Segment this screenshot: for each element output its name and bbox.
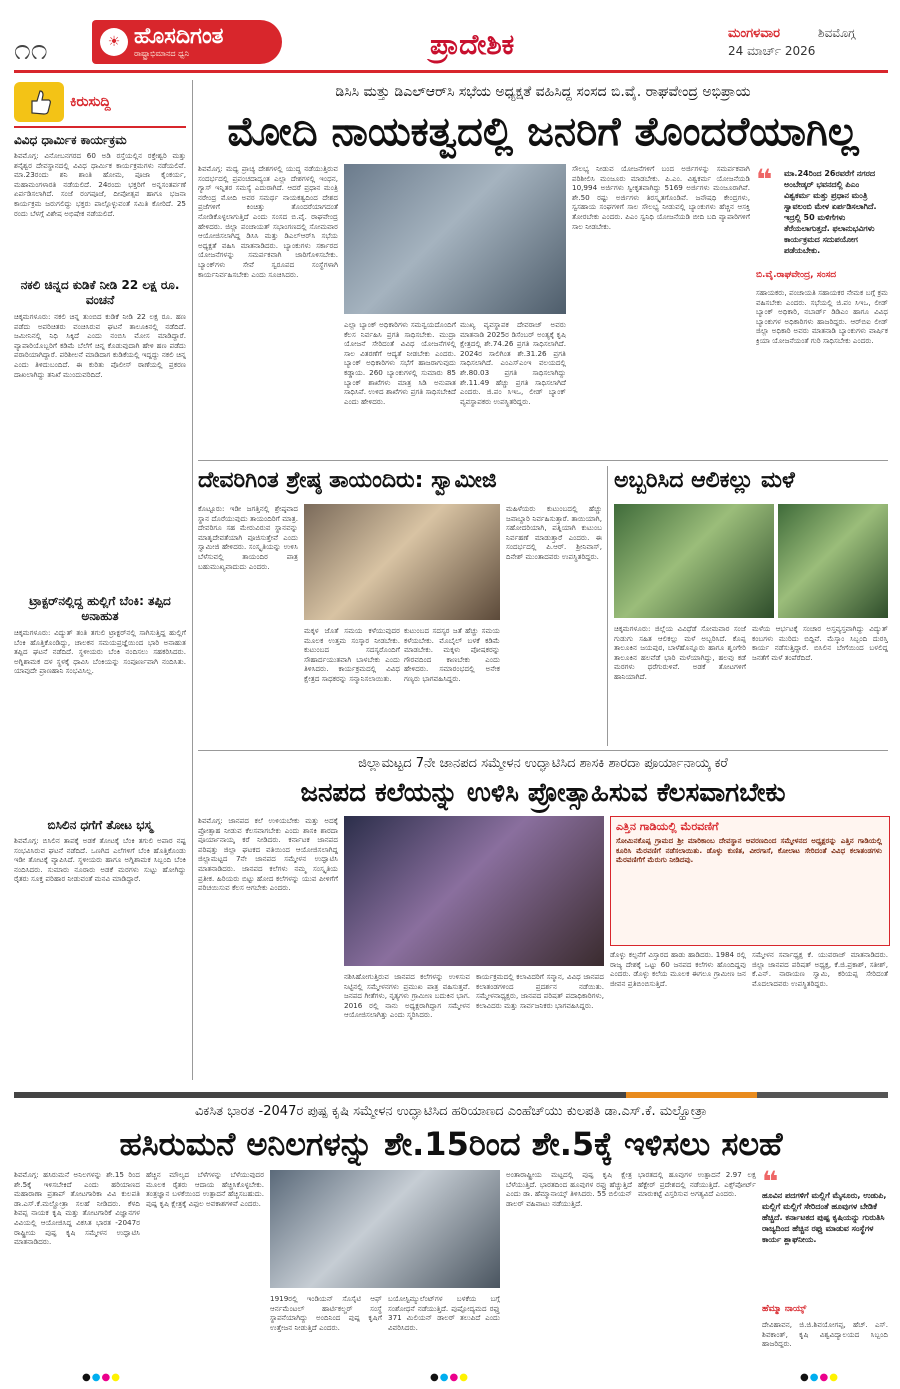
- registration-marks-left: ●●●●: [82, 1372, 121, 1383]
- story5-col-1: ಶಿವಮೊಗ್ಗ: ಹಸಿರುಮನೆ ಅನಿಲಗಳನ್ನು ಶೇ.15 ರಿಂದ ಶೇ.5ಕ್ಕೆ ಇಳಿಸಬೇಕಿದೆ ಎಂದು ಹರಿಯಾಣದ ಮಹಾರಾಣಾ ಪ್ರತಾಪ್ ತೋಟಗಾರಿಕಾ ವಿವಿ ಕುಲಪತಿ ಡಾ.ಎಸ್.ಕೆ.ಮಲ್ಹೋತ್ರಾ ಸಲಹೆ ನೀಡಿದರು. ಕೆಳದಿ ಶಿವಪ್ಪ ನಾಯಕ ಕೃಷಿ ಮತ್ತು ತೋಟಗಾರಿಕೆ ವಿಜ್ಞಾನಗಳ ವಿವಿಯಲ್ಲಿ ಆಯೋಜಿಸಿದ್ದ ವಿಕಸಿತ ಭಾರತ -2047ರ ರಾಷ್ಟ್ರೀಯ ಪುಷ್ಪ ಕೃಷಿ ಸಮ್ಮೇಳನ ಉದ್ಘಾಟಿಸಿ ಮಾತನಾಡಿದರು.: [14, 1170, 140, 1247]
- story4-box-title: ಎತ್ತಿನ ಗಾಡಿಯಲ್ಲಿ ಮೆರವಣಿಗೆ: [616, 820, 719, 833]
- story3-col-2: ಮಳೆಯ ಆರ್ಭಟಕ್ಕೆ ಸಂಚಾರ ಅಸ್ತವ್ಯಸ್ತವಾಗಿದ್ದು ವಿದ್ಯುತ್ ಕಂಬಗಳು ಮುರಿದು ಬಿದ್ದಿವೆ. ಮೆಸ್ಕಾಂ ಸಿಬ್ಬಂದಿ ದುರಸ್ತಿ ಕಾರ್ಯ ನಡೆಸುತ್ತಿದ್ದಾರೆ. ಬಿಸಿಲಿನ ಬೇಗೆಯಿಂದ ಬಳಲಿದ್ದ ಜನತೆಗೆ ಮಳೆ ತಂಪೆರೆದಿದೆ.: [752, 624, 888, 662]
- story3-photo-hail: [614, 504, 774, 618]
- story5-col-3: 1919ರಲ್ಲಿ ಇಂಡಿಯನ್ ಸೊಸೈಟಿ ಆಫ್ ಆರ್ನಮೆಂಟಲ್ ಹಾರ್ಟಿಕಲ್ಚರ್ ಸಂಸ್ಥೆ ಸ್ಥಾಪನೆಯಾಗಿದ್ದು ಅಂದಿನಿಂದ ಪುಷ್ಪ ಕೃಷಿಗೆ ಉತ್ತೇಜನ ನೀಡುತ್ತಿದೆ ಎಂದರು.: [270, 1294, 382, 1332]
- logo-emblem-icon: ☀: [100, 28, 128, 56]
- issue-date: 24 ಮಾರ್ಚ್ 2026: [728, 44, 816, 58]
- section-title: ಪ್ರಾದೇಶಿಕ: [430, 28, 515, 61]
- section-divider: [198, 460, 888, 461]
- logo-title: ಹೊಸದಿಗಂತ: [134, 24, 224, 49]
- sidebar-brand: ಕಿರುಸುದ್ದಿ: [70, 94, 111, 110]
- story5-photo: [270, 1170, 500, 1288]
- story5-col-7: ದೇವಿಹಾವನ, ಜಿ.ಜಿ.ಶಿವಯೋಗಪ್ಪ, ಹೆಚ್. ಎಸ್. ಶಿವಕಾಂತ್, ಕೃಷಿ ವಿಶ್ವವಿದ್ಯಾಲಯದ ಸಿಬ್ಬಂದಿ ಹಾಜರಿದ್ದರು.: [762, 1320, 888, 1349]
- story5-col-4: ಬಯೋಸ್ಟಿಮ್ಯುಲೆಂಟ್‌ಗಳ ಬಳಕೆಯ ಬಗ್ಗೆ ಸಂಶೋಧನೆ ನಡೆಯುತ್ತಿದೆ. ಪುಷ್ಪೋದ್ಯಮದ ರಫ್ತು 371 ಮಿಲಿಯನ್ ಡಾಲರ್ ತಲುಪಿದೆ ಎಂದು ವಿವರಿಸಿದರು.: [388, 1294, 500, 1332]
- sidebar-item-title: ನಕಲಿ ಚಿನ್ನದ ಕುಡಿಕೆ ನೀಡಿ 22 ಲಕ್ಷ ರೂ. ವಂಚನೆ: [20, 278, 180, 307]
- sidebar-rule: [14, 126, 186, 128]
- story5-color-bar: [14, 1092, 888, 1098]
- story5-col-5: ಅಂತಾರಾಷ್ಟ್ರೀಯ ಮಟ್ಟದಲ್ಲಿ ಪುಷ್ಪ ಕೃಷಿ ಕ್ಷೇತ್ರ ಬೆಳೆಯುತ್ತಿದೆ. ಭಾರತದಿಂದ ಹೂವುಗಳ ರಫ್ತು ಹೆಚ್ಚುತ್ತಿದೆ ಎಂದು ಡಾ. ಹೆಮ್ಮಾನಾಯ್ಕ್ ತಿಳಿಸಿದರು. 55 ಬಿಲಿಯನ್ ಡಾಲರ್ ವಹಿವಾಟು ನಡೆಯುತ್ತಿದೆ.: [506, 1170, 632, 1208]
- section-divider: [198, 750, 888, 751]
- story5-kicker: ವಿಕಸಿತ ಭಾರತ -2047ರ ಪುಷ್ಪ ಕೃಷಿ ಸಮ್ಮೇಳನ ಉದ್ಘಾಟಿಸಿದ ಹರಿಯಾಣದ ಎಂಹೆಚ್‌ಯು ಕುಲಪತಿ ಡಾ.ಎಸ್.ಕೆ. ಮಲ್ಹೋತ್ರಾ: [195, 1104, 707, 1119]
- story2-headline: ದೇವರಿಗಿಂತ ಶ್ರೇಷ್ಠ ತಾಯಂದಿರು: ಸ್ವಾಮೀಜಿ: [198, 468, 497, 493]
- lead-photo: [344, 164, 566, 314]
- story2-col-2: ಮಕ್ಕಳ ಜೊತೆ ಸಮಯ ಕಳೆಯುವುದರ ಮೂಲಕ ಉತ್ತಮ ಸಂಸ್ಕಾರ ನೀಡಬೇಕು. ಕುಟುಂಬದ ಸದಸ್ಯರೊಂದಿಗೆ ಸೌಹಾರ್ದಯುತವಾಗಿ ಬಾಳಬೇಕು ಎಂದು ತಿಳಿಸಿದರು. ಕಾರ್ಯಕ್ರಮದಲ್ಲಿ ವಿವಿಧ ಕ್ಷೇತ್ರದ ಸಾಧಕರನ್ನು ಸನ್ಮಾನಿಸಲಾಯಿತು.: [304, 626, 400, 683]
- story5-headline: ಹಸಿರುಮನೆ ಅನಿಲಗಳನ್ನು ಶೇ.15ರಿಂದ ಶೇ.5ಕ್ಕೆ ಇಳಿಸಲು ಸಲಹೆ: [119, 1125, 783, 1163]
- lead-col-1: ಶಿವಮೊಗ್ಗ: ಮಧ್ಯ ಪ್ರಾಚ್ಯ ದೇಶಗಳಲ್ಲಿ ಯುದ್ಧ ನಡೆಯುತ್ತಿರುವ ಸಂದರ್ಭದಲ್ಲಿ ಪ್ರಪಂಚದಾದ್ಯಂತ ಎಲ್ಲಾ ದೇಶಗಳಲ್ಲಿ ಇಂಧನ, ಗ್ಯಾಸ್ ಇನ್ನಿತರ ಸಮಸ್ಯೆ ಎದುರಾಗಿದೆ. ಆದರೆ ಪ್ರಧಾನ ಮಂತ್ರಿ ನರೇಂದ್ರ ಮೋದಿ ಅವರ ಸಮರ್ಥ ನಾಯಕತ್ವದಿಂದ ದೇಶದ ಪ್ರಜೆಗಳಿಗೆ ಕಿಂಚಿತ್ತು ತೊಂದರೆಯಾಗದಂತೆ ನೋಡಿಕೊಳ್ಳಲಾಗುತ್ತಿದೆ ಎಂದು ಸಂಸದ ಬಿ.ವೈ. ರಾಘವೇಂದ್ರ ಹೇಳಿದರು. ಜಿಲ್ಲಾ ಪಂಚಾಯತ್ ಸಭಾಂಗಣದಲ್ಲಿ ಸೋಮವಾರ ಆಯೋಜಿಸಲಾಗಿದ್ದ ಡಿಸಿಸಿ ಮತ್ತು ಡಿಎಲ್‌ಆರ್‌ಸಿ ಸಭೆಯ ಅಧ್ಯಕ್ಷತೆ ವಹಿಸಿ ಮಾತನಾಡಿದರು. ಬ್ಯಾಂಕುಗಳು ಸರ್ಕಾರದ ಯೋಜನೆಗಳನ್ನು ಸಮರ್ಪಕವಾಗಿ ಜಾರಿಗೊಳಿಸಬೇಕು. ಬ್ಯಾಂಕ್‌ಗಳು ಸೇವೆ ಸ್ವರೂಪದ ಸಂಸ್ಥೆಗಳಾಗಿ ಕಾರ್ಯನಿರ್ವಹಿಸಬೇಕು ಎಂದು ಸೂಚಿಸಿದರು.: [198, 164, 338, 279]
- lead-col-3: ಮುಖ್ಯ ವ್ಯವಸ್ಥಾಪಕ ದೇವರಾಜ್ ಅವರು ಮಾತನಾಡಿ 2025ರ ಡಿಸೆಂಬರ್ ಅಂತ್ಯಕ್ಕೆ ಕೃಷಿ ಕ್ಷೇತ್ರದಲ್ಲಿ ಶೇ.74.26 ಪ್ರಗತಿ ಸಾಧಿಸಲಾಗಿದೆ. 2024ರ ಸಾಲಿಗಿಂತ ಶೇ.31.26 ಪ್ರಗತಿ ಸಾಧಿಸಲಾಗಿದೆ. ಎಂಎಸ್‌ಎಂಇ ವಲಯದಲ್ಲಿ ಶೇ.80.03 ಪ್ರಗತಿ ಸಾಧಿಸಲಾಗಿದ್ದು ಶೇ.11.49 ಹೆಚ್ಚು ಪ್ರಗತಿ ಸಾಧಿಸಲಾಗಿದೆ ಎಂದರು. ಜಿ.ಪಂ ಸಿಇಒ, ಲೀಡ್ ಬ್ಯಾಂಕ್ ವ್ಯವಸ್ಥಾಪಕರು ಉಪಸ್ಥಿತರಿದ್ದರು.: [460, 320, 566, 406]
- story5-quote: ಹೂವಿನ ಪದಗಳಿಗೆ ಮಲ್ಲಿಗೆ ಮೈಸೂರು, ಉಡುಪಿ, ಮಲ್ಲಿಗೆ ಮಲ್ಲಿಗೆ ಸೇರಿದಂತೆ ಹೂವುಗಳ ಬೇಡಿಕೆ ಹೆಚ್ಚಿದೆ. ಕರ್ನಾಟಕದ ಪುಷ್ಪ ಕೃಷಿಯನ್ನು ಗುರುತಿಸಿ ರಾಜ್ಯದಿಂದ ಹೆಚ್ಚಿನ ರಫ್ತು ಮಾಡುವ ಸಂಸ್ಥೆಗಳ ಕಾರ್ಯ ಶ್ಲಾಘನೀಯ.: [762, 1191, 887, 1244]
- edition-city: ಶಿವಮೊಗ್ಗ: [818, 26, 856, 40]
- page-number: ೧೧: [14, 32, 48, 67]
- quote-icon: ❝: [762, 1165, 779, 1198]
- story3-photo-tree: [778, 504, 888, 618]
- story3-col-1: ಚಿಕ್ಕಮಗಳೂರು: ಜಿಲ್ಲೆಯ ವಿವಿಧೆಡೆ ಸೋಮವಾರ ಸಂಜೆ ಗುಡುಗು ಸಹಿತ ಆಲಿಕಲ್ಲು ಮಳೆ ಅಬ್ಬರಿಸಿದೆ. ಕೊಪ್ಪ ತಾಲೂಕಿನ ಜಯಪುರ, ಬಾಳೆಹೊನ್ನೂರು ಹಾಗೂ ಶೃಂಗೇರಿ ತಾಲೂಕಿನ ಹಲವೆಡೆ ಭಾರಿ ಮಳೆಯಾಗಿದ್ದು, ಹಲವು ಕಡೆ ಮರಗಳು ಧರೆಗುರುಳಿವೆ. ಅಡಕೆ ತೋಟಗಳಿಗೆ ಹಾನಿಯಾಗಿದೆ.: [614, 624, 746, 681]
- issue-day: ಮಂಗಳವಾರ: [728, 26, 781, 41]
- lead-kicker: ಡಿಸಿಸಿ ಮತ್ತು ಡಿಎಲ್‌ಆರ್‌ಸಿ ಸಭೆಯ ಅಧ್ಯಕ್ಷತೆ ವಹಿಸಿದ್ದ ಸಂಸದ ಬಿ.ವೈ. ರಾಘವೇಂದ್ರ ಅಭಿಪ್ರಾಯ: [335, 84, 751, 100]
- logo-tagline: ರಾಷ್ಟ್ರಾಭಿಮಾನದ ಧ್ವನಿ: [134, 49, 190, 58]
- lead-col-4: ಸೌಲಭ್ಯ ನೀಡುವ ಯೋಜನೆಗಳಿಗೆ ಬಂದ ಅರ್ಜಿಗಳನ್ನು ಸಮರ್ಪಕವಾಗಿ ಪರಿಶೀಲಿಸಿ ಮಂಜೂರು ಮಾಡಬೇಕು. ಪಿ.ಎಂ. ವಿಶ್ವಕರ್ಮ ಯೋಜನೆಯಡಿ 10,994 ಅರ್ಜಿಗಳು ಸ್ವೀಕೃತವಾಗಿದ್ದು 5169 ಅರ್ಜಿಗಳು ಮಂಜೂರಾಗಿವೆ. ಶೇ.50 ರಷ್ಟು ಅರ್ಜಿಗಳು ತಿರಸ್ಕೃತಗೊಂಡಿವೆ. ಜನೌಷಧಿ ಕೇಂದ್ರಗಳು, ಸ್ವಸಹಾಯ ಸಂಘಗಳಿಗೆ ಸಾಲ ಸೌಲಭ್ಯ ನೀಡುವಲ್ಲಿ ಬ್ಯಾಂಕುಗಳು ಹೆಚ್ಚಿನ ಆಸಕ್ತಿ ತೋರಬೇಕು ಎಂದರು. ಪಿಎಂ ಸ್ವನಿಧಿ ಯೋಜನೆಯಡಿ ಬೀದಿ ಬದಿ ವ್ಯಾಪಾರಿಗಳಿಗೆ ಸಾಲ ನೀಡಬೇಕು.: [572, 164, 750, 231]
- lead-col-2: ಎಲ್ಲಾ ಬ್ಯಾಂಕ್ ಅಧಿಕಾರಿಗಳು ಸಮನ್ವಯದೊಂದಿಗೆ ಕೆಲಸ ನಿರ್ವಹಿಸಿ ಪ್ರಗತಿ ಸಾಧಿಸಬೇಕು. ಮುದ್ರಾ ಯೋಜನೆ ಸೇರಿದಂತೆ ವಿವಿಧ ಯೋಜನೆಗಳಲ್ಲಿ ಸಾಲ ವಿತರಣೆಗೆ ಆದ್ಯತೆ ನೀಡಬೇಕು ಎಂದರು. ಬ್ಯಾಂಕ್ ಅಧಿಕಾರಿಗಳು ಸಭೆಗೆ ಹಾಜರಾಗುವುದು ಕಡ್ಡಾಯ. 260 ಬ್ಯಾಂಕುಗಳಲ್ಲಿ ಸುಮಾರು 85 ಬ್ಯಾಂಕ್ ಶಾಖೆಗಳು ಮಾತ್ರ ಸಿಡಿ ಅನುಪಾತ ಸಾಧಿಸಿವೆ. ಉಳಿದ ಶಾಖೆಗಳು ಪ್ರಗತಿ ಸಾಧಿಸಬೇಕಿದೆ ಎಂದು ಹೇಳಿದರು.: [344, 320, 456, 406]
- story5-col-6: ಭಾರತದಲ್ಲಿ ಹೂವುಗಳ ಉತ್ಪಾದನೆ 2.97 ಲಕ್ಷ ಹೆಕ್ಟೇರ್ ಪ್ರದೇಶದಲ್ಲಿ ನಡೆಯುತ್ತಿದೆ. ಎಕ್ಸ್‌ಪೋರ್ಟ್ ಮಾರುಕಟ್ಟೆ ವಿಸ್ತರಿಸುವ ಅಗತ್ಯವಿದೆ ಎಂದರು.: [638, 1170, 756, 1199]
- story4-photo: [344, 816, 604, 966]
- lead-headline: ಮೋದಿ ನಾಯಕತ್ವದಲ್ಲಿ ಜನರಿಗೆ ತೊಂದರೆಯಾಗಿಲ್ಲ: [227, 109, 859, 155]
- story2-col-3: ಕುಟುಂಬದ ಸದಸ್ಯರ ಜತೆ ಹೆಚ್ಚು ಸಮಯ ಕಳೆಯಬೇಕು. ಮೊಬೈಲ್ ಬಳಕೆ ಕಡಿಮೆ ಮಾಡಬೇಕು. ಮಕ್ಕಳು ಪೋಷಕರನ್ನು ಗೌರವದಿಂದ ಕಾಣಬೇಕು ಎಂದು ಹೇಳಿದರು. ಸಮಾರಂಭದಲ್ಲಿ ಅನೇಕ ಗಣ್ಯರು ಭಾಗವಹಿಸಿದ್ದರು.: [404, 626, 500, 683]
- lead-col-5: ಸಹಾಯಕರು, ಪಂಚಾಯತಿ ಸಹಾಯಕರ ನೇಮಕ ಬಗ್ಗೆ ಕ್ರಮ ವಹಿಸಬೇಕು ಎಂದರು. ಸಭೆಯಲ್ಲಿ ಜಿ.ಪಂ ಸಿಇಒ, ಲೀಡ್ ಬ್ಯಾಂಕ್ ಅಧಿಕಾರಿ, ನಬಾರ್ಡ್ ಡಿಡಿಎಂ ಹಾಗೂ ವಿವಿಧ ಬ್ಯಾಂಕುಗಳ ಅಧಿಕಾರಿಗಳು ಹಾಜರಿದ್ದರು. ಆರ್‌ಬಿಐ ಲೀಡ್ ಜಿಲ್ಲಾ ಅಧಿಕಾರಿ ಅವರು ಮಾತನಾಡಿ ಬ್ಯಾಂಕುಗಳು ವಾರ್ಷಿಕ ಕ್ರಿಯಾ ಯೋಜನೆಯಂತೆ ಗುರಿ ಸಾಧಿಸಬೇಕು ಎಂದರು.: [756, 288, 888, 345]
- story4-col-2: ನಶಿಸಿಹೋಗುತ್ತಿರುವ ಜಾನಪದ ಕಲೆಗಳನ್ನು ಉಳಿಸುವ ನಿಟ್ಟಿನಲ್ಲಿ ಸಮ್ಮೇಳನಗಳು ಪ್ರಮುಖ ಪಾತ್ರ ವಹಿಸುತ್ತವೆ. ಜನಪದ ಗೀತೆಗಳು, ನೃತ್ಯಗಳು ಗ್ರಾಮೀಣ ಬದುಕಿನ ಭಾಗ. 2016 ರಲ್ಲಿ ನಾನು ಅಧ್ಯಕ್ಷರಾಗಿದ್ದಾಗ ಸಮ್ಮೇಳನ ಆಯೋಜಿಸಲಾಗಿತ್ತು ಎಂದು ಸ್ಮರಿಸಿದರು.: [344, 972, 470, 1020]
- registration-marks-right: ●●●●: [800, 1372, 839, 1383]
- story5-quote-byline: ಹೆಮ್ಮಾ ನಾಯ್ಕ್: [762, 1304, 807, 1314]
- lead-quote-byline: ಬಿ.ವೈ.ರಾಘವೇಂದ್ರ, ಸಂಸದ: [756, 270, 837, 280]
- masthead-logo[interactable]: [92, 20, 282, 64]
- sidebar-item-text: ಶಿವಮೊಗ್ಗ: ವಿನೋಬನಗರದ 60 ಅಡಿ ರಸ್ತೆಯಲ್ಲಿನ ರಕ್ತೇಶ್ವರಿ ಮತ್ತು ಶನೈಶ್ವರ ದೇವಸ್ಥಾನದಲ್ಲಿ ವಿವಿಧ ಧಾರ್ಮಿಕ ಕಾರ್ಯಕ್ರಮಗಳು ನಡೆಯಲಿವೆ. ಮಾ.23ರಂದು ಶನಿ ಶಾಂತಿ ಹೋಮ, ಪೂಜಾ ಕೈಂಕರ್ಯ, ಮಹಾಮಂಗಳಾರತಿ ನಡೆಯಲಿದೆ. 24ರಂದು ಭಕ್ತರಿಗೆ ಅನ್ನಸಂತರ್ಪಣೆ ಏರ್ಪಡಿಸಲಾಗಿದೆ. ಸಂಜೆ ರಂಗಪೂಜೆ, ದೀಪೋತ್ಸವ ಹಾಗೂ ಭಜನಾ ಕಾರ್ಯಕ್ರಮ ಜರುಗಲಿದ್ದು ಭಕ್ತರು ಪಾಲ್ಗೊಳ್ಳುವಂತೆ ಸಮಿತಿ ಕೋರಿದೆ. 25 ರಂದು ಬೆಳಗ್ಗೆ ವಿಶೇಷ ಅಭಿಷೇಕ ನಡೆಯಲಿದೆ.: [14, 151, 186, 218]
- story4-col-5: ಡೊಳ್ಳು ಕಲ್ಪನೆಗೆ ವಿಸ್ತಾರದ ಹಾಡು ಹಾಡಿದರು. 1984 ರಲ್ಲಿ ರಾಜ್ಯ ದೇಶಕ್ಕೆ ಒಟ್ಟು 60 ಜನಪದ ಕಲೆಗಳು ಹೊಂದಿದ್ದವು ಎಂದರು. ಡೊಳ್ಳು ಕಲೆಯ ಮೂಲಕ ಈಗಲೂ ಗ್ರಾಮೀಣ ಜನ ಜೀವನ ಪ್ರತಿಬಿಂಬಿಸುತ್ತಿದೆ.: [610, 950, 746, 988]
- story4-col-1: ಶಿವಮೊಗ್ಗ: ಜಾನಪದ ಕಲೆ ಉಳಿಯಬೇಕು ಮತ್ತು ಅದಕ್ಕೆ ಪ್ರೋತ್ಸಾಹ ನೀಡುವ ಕೆಲಸವಾಗಬೇಕು ಎಂದು ಶಾಸಕಿ ಶಾರದಾ ಪೂರ್ಯಾನಾಯ್ಕ ಕರೆ ನೀಡಿದರು. ಕರ್ನಾಟಕ ಜಾನಪದ ಪರಿಷತ್ತು ಜಿಲ್ಲಾ ಘಟಕದ ವತಿಯಿಂದ ಆಯೋಜಿಸಲಾಗಿದ್ದ ಜಿಲ್ಲಾಮಟ್ಟದ 7ನೇ ಜಾನಪದ ಸಮ್ಮೇಳನ ಉದ್ಘಾಟಿಸಿ ಮಾತನಾಡಿದರು. ಜಾನಪದ ಕಲೆಗಳು ನಮ್ಮ ಸಂಸ್ಕೃತಿಯ ಪ್ರತೀಕ. ಹಿರಿಯರು ಬಿಟ್ಟು ಹೋದ ಕಲೆಗಳನ್ನು ಯುವ ಪೀಳಿಗೆಗೆ ಪರಿಚಯಿಸುವ ಕೆಲಸ ಆಗಬೇಕು ಎಂದರು.: [198, 816, 338, 893]
- story4-col-6: ಸಮ್ಮೇಳನ ಸರ್ವಾಧ್ಯಕ್ಷ ಕೆ. ಯುವರಾಜ್ ಮಾತನಾಡಿದರು. ಜಿಲ್ಲಾ ಜಾನಪದ ಪರಿಷತ್ ಅಧ್ಯಕ್ಷ, ಕೆ.ಜಿ.ಪ್ರಕಾಶ್, ಸತೀಶ್, ಕೆ.ಎನ್. ನಾರಾಯಣ ಸ್ವಾಮಿ, ಕರಿಯಪ್ಪ ಸೇರಿದಂತೆ ಮೊದಲಾದವರು ಉಪಸ್ಥಿತರಿದ್ದರು.: [752, 950, 888, 988]
- header-divider: [14, 70, 888, 73]
- story4-headline: ಜನಪದ ಕಲೆಯನ್ನು ಉಳಿಸಿ ಪ್ರೋತ್ಸಾಹಿಸುವ ಕೆಲಸವಾಗಬೇಕು: [300, 778, 786, 808]
- quote-icon: ❝: [756, 163, 773, 196]
- story4-box-text: ಸೋಮಿನಕೊಪ್ಪ ಗ್ರಾಮದ ಶ್ರೀ ಮಾರಿಕಾಂಬ ದೇವಸ್ಥಾನ ಆವರಣದಿಂದ ಸಮ್ಮೇಳನದ ಅಧ್ಯಕ್ಷರನ್ನು ಎತ್ತಿನ ಗಾಡಿಯಲ್ಲಿ ಕೂರಿಸಿ ಮೆರವಣಿಗೆ ನಡೆಸಲಾಯಿತು. ಡೊಳ್ಳು ಕುಣಿತ, ವೀರಗಾಸೆ, ಕೋಲಾಟ ಸೇರಿದಂತೆ ವಿವಿಧ ಕಲಾತಂಡಗಳು ಮೆರವಣಿಗೆಗೆ ಮೆರುಗು ನೀಡಿದವು.: [616, 836, 882, 865]
- sidebar-item-text: ಶಿವಮೊಗ್ಗ: ಬಿಸಿಲಿನ ತಾಪಕ್ಕೆ ಅಡಕೆ ತೋಟಕ್ಕೆ ಬೆಂಕಿ ತಗುಲಿ ಅಪಾರ ನಷ್ಟ ಸಂಭವಿಸಿರುವ ಘಟನೆ ನಡೆದಿದೆ. ಒಣಗಿದ ಎಲೆಗಳಿಗೆ ಬೆಂಕಿ ಹೊತ್ತಿಕೊಂಡು ಇಡೀ ತೋಟಕ್ಕೆ ವ್ಯಾಪಿಸಿದೆ. ಸ್ಥಳೀಯರು ಹಾಗೂ ಅಗ್ನಿಶಾಮಕ ಸಿಬ್ಬಂದಿ ಬೆಂಕಿ ನಂದಿಸಿದರು. ಸುಮಾರು ನೂರಾರು ಅಡಕೆ ಮರಗಳು ಸುಟ್ಟು ಹೋಗಿದ್ದು ರೈತರು ಸೂಕ್ತ ಪರಿಹಾರ ನೀಡುವಂತೆ ಮನವಿ ಮಾಡಿದ್ದಾರೆ.: [14, 836, 186, 884]
- sidebar-item-text: ಚಿಕ್ಕಮಗಳೂರು: ವಿದ್ಯುತ್ ತಂತಿ ತಗುಲಿ ಟ್ರಾಕ್ಟರ್‌ನಲ್ಲಿ ಸಾಗಿಸುತ್ತಿದ್ದ ಹುಲ್ಲಿಗೆ ಬೆಂಕಿ ಹೊತ್ತಿಕೊಂಡಿದ್ದು, ಚಾಲಕನ ಸಮಯಪ್ರಜ್ಞೆಯಿಂದ ಭಾರಿ ಅನಾಹುತ ತಪ್ಪಿದ ಘಟನೆ ನಡೆದಿದೆ. ಸ್ಥಳೀಯರು ಬೆಂಕಿ ನಂದಿಸಲು ಸಹಕರಿಸಿದರು. ಅಗ್ನಿಶಾಮಕ ದಳ ಸ್ಥಳಕ್ಕೆ ಧಾವಿಸಿ ಬೆಂಕಿಯನ್ನು ಸಂಪೂರ್ಣವಾಗಿ ನಂದಿಸಿತು. ಯಾವುದೇ ಪ್ರಾಣಹಾನಿ ಸಂಭವಿಸಿಲ್ಲ.: [14, 628, 186, 676]
- sidebar-item-title: ಟ್ರಾಕ್ಟರ್‌ನಲ್ಲಿದ್ದ ಹುಲ್ಲಿಗೆ ಬೆಂಕಿ: ತಪ್ಪಿದ ಅನಾಹುತ: [29, 594, 171, 623]
- sidebar-item-text: ಚಿಕ್ಕಮಗಳೂರು: ನಕಲಿ ಚಿನ್ನ ತುಂಬಿದ ಕುಡಿಕೆ ನೀಡಿ 22 ಲಕ್ಷ ರೂ. ಹಣ ಪಡೆದು ಅಪರಿಚಿತರು ವಂಚಿಸಿರುವ ಘಟನೆ ತಾಲೂಕಿನಲ್ಲಿ ನಡೆದಿದೆ. ಜಮೀನಿನಲ್ಲಿ ನಿಧಿ ಸಿಕ್ಕಿದೆ ಎಂದು ನಂಬಿಸಿ ಮೋಸ ಮಾಡಿದ್ದಾರೆ. ವ್ಯಾಪಾರಿಯೊಬ್ಬರಿಗೆ ಕಡಿಮೆ ಬೆಲೆಗೆ ಚಿನ್ನ ಕೊಡುವುದಾಗಿ ಹೇಳಿ ಹಣ ಪಡೆದು ಪರಾರಿಯಾಗಿದ್ದಾರೆ. ಪರಿಶೀಲನೆ ಮಾಡಿದಾಗ ಕುಡಿಕೆಯಲ್ಲಿ ಇದ್ದದ್ದು ನಕಲಿ ಚಿನ್ನ ಎಂದು ತಿಳಿದುಬಂದಿದೆ. ಈ ಕುರಿತು ಪೊಲೀಸ್ ಠಾಣೆಯಲ್ಲಿ ಪ್ರಕರಣ ದಾಖಲಾಗಿದ್ದು ತನಿಖೆ ಮುಂದುವರಿದಿದೆ.: [14, 312, 186, 379]
- story2-col-4: ಮಹಿಳೆಯರು ಕುಟುಂಬದಲ್ಲಿ ಹೆಚ್ಚು ಜವಾಬ್ದಾರಿ ನಿರ್ವಹಿಸುತ್ತಾರೆ. ತಾಯಿಯಾಗಿ, ಸಹೋದರಿಯಾಗಿ, ಪತ್ನಿಯಾಗಿ ಕುಟುಂಬ ನಿರ್ವಹಣೆ ಮಾಡುತ್ತಾರೆ ಎಂದರು. ಈ ಸಂದರ್ಭದಲ್ಲಿ ಪಿ.ಆರ್. ಶ್ರೀನಿವಾಸ್, ದಿನೇಶ್ ಮುಂತಾದವರು ಉಪಸ್ಥಿತರಿದ್ದರು.: [506, 504, 602, 561]
- story2-photo: [304, 504, 500, 620]
- sidebar-item-title: ಬಿಸಿಲಿನ ಧಗೆಗೆ ತೋಟ ಭಸ್ಮ: [47, 818, 153, 832]
- story4-kicker: ಜಿಲ್ಲಾಮಟ್ಟದ 7ನೇ ಜಾನಪದ ಸಮ್ಮೇಳನ ಉದ್ಘಾಟಿಸಿದ ಶಾಸಕಿ ಶಾರದಾ ಪೂರ್ಯಾನಾಯ್ಕ ಕರೆ: [358, 756, 728, 771]
- registration-marks-mid: ●●●●: [430, 1372, 469, 1383]
- story4-col-3: ಕಾರ್ಯಕ್ರಮದಲ್ಲಿ ಕಲಾವಿದರಿಗೆ ಸನ್ಮಾನ, ವಿವಿಧ ಜಾನಪದ ಕಲಾತಂಡಗಳಿಂದ ಪ್ರದರ್ಶನ ನಡೆಯಿತು. ಸಮ್ಮೇಳನಾಧ್ಯಕ್ಷರು, ಜಾನಪದ ಪರಿಷತ್ ಪದಾಧಿಕಾರಿಗಳು, ಕಲಾವಿದರು ಮತ್ತು ಸಾರ್ವಜನಿಕರು ಭಾಗವಹಿಸಿದ್ದರು.: [476, 972, 604, 1010]
- story3-headline: ಅಬ್ಬರಿಸಿದ ಆಲಿಕಲ್ಲು ಮಳೆ: [614, 468, 795, 493]
- sidebar-divider: [192, 80, 193, 1080]
- sidebar-item-title: ವಿವಿಧ ಧಾರ್ಮಿಕ ಕಾರ್ಯಕ್ರಮ: [14, 133, 127, 147]
- story-divider: [607, 466, 608, 746]
- story2-col-1: ಕೊಟ್ಟೂರು: ಇಡೀ ಜಗತ್ತಿನಲ್ಲಿ ಶ್ರೇಷ್ಠವಾದ ಸ್ಥಾನ ದೊರೆಯುವುದು ತಾಯಂದಿರಿಗೆ ಮಾತ್ರ. ದೇವರಿಗೂ ಸಹ ಮೇರುವಿರುವ ಸ್ಥಾನವನ್ನು ಮಾತೃದೇವತೆಯಾಗಿ ಪೂಜಿಸುತ್ತೇವೆ ಎಂದು ಸ್ವಾಮೀಜಿ ಹೇಳಿದರು. ಸಂಸ್ಕೃತಿಯನ್ನು ಉಳಿಸಿ ಬೆಳೆಸುವಲ್ಲಿ ತಾಯಂದಿರ ಪಾತ್ರ ಬಹುಮುಖ್ಯವಾದುದು ಎಂದರು.: [198, 504, 298, 571]
- kirusuddi-thumb-icon: [14, 82, 64, 122]
- story5-col-2: ಹೆಚ್ಚಿನ ಮೌಲ್ಯದ ಬೆಳೆಗಳನ್ನು ಬೆಳೆಯುವುದರ ಮೂಲಕ ರೈತರು ಆದಾಯ ಹೆಚ್ಚಿಸಿಕೊಳ್ಳಬೇಕು. ತಂತ್ರಜ್ಞಾನ ಬಳಕೆಯಿಂದ ಉತ್ಪಾದನೆ ಹೆಚ್ಚಿಸಬಹುದು. ಪುಷ್ಪ ಕೃಷಿ ಕ್ಷೇತ್ರಕ್ಕೆ ವಿಫುಲ ಅವಕಾಶಗಳಿವೆ ಎಂದರು.: [146, 1170, 264, 1208]
- lead-quote: ಮಾ.24ರಿಂದ 26ರವರೆಗೆ ನಗರದ ಅಂಬೇಡ್ಕರ್ ಭವನದಲ್ಲಿ ಪಿಎಂ ವಿಶ್ವಕರ್ಮ ಮತ್ತು ಪ್ರಧಾನ ಮಂತ್ರಿ ಸ್ವಾವಲಂಬಿ ಮೇಳ ಏರ್ಪಡಿಸಲಾಗಿದೆ. ಇದ್ರಲ್ಲಿ 50 ಮಳಿಗೆಗಳು ತೆರೆಯಲಾಗುತ್ತದೆ. ಫಲಾನುಭವಿಗಳು ಕಾರ್ಯಕ್ರಮದ ಸದುಪಯೋಗ ಪಡೆಯಬೇಕು.: [784, 169, 877, 255]
